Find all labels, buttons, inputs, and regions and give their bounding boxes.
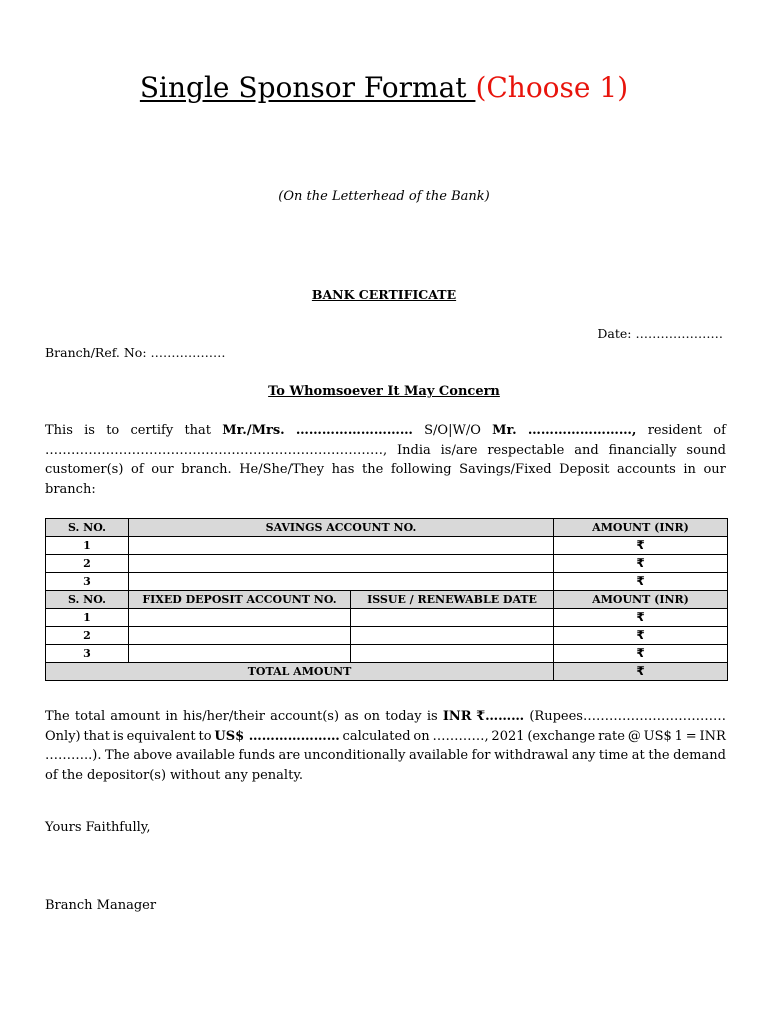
paragraph-word: Mr. <box>492 423 517 438</box>
paragraph-word: withdrawal <box>494 748 569 763</box>
title-choose-note: (Choose 1) <box>475 71 629 104</box>
paragraph-word: accounts <box>617 462 676 477</box>
fd-account-header: FIXED DEPOSIT ACCOUNT NO. <box>129 591 351 609</box>
table-row <box>46 645 728 663</box>
paragraph-word: and <box>574 442 599 458</box>
paragraph-word: US$ ………………… <box>214 728 340 744</box>
amount-cell: ₹ <box>554 645 728 663</box>
savings-sno-header: S. NO. <box>46 519 129 537</box>
intro-line <box>45 460 726 480</box>
fd-header-row <box>46 591 728 609</box>
paragraph-word: @ <box>627 728 641 744</box>
amount-cell: ₹ <box>554 573 728 591</box>
accounts-table <box>45 518 728 681</box>
fd-amount-header: AMOUNT (INR) <box>554 591 728 609</box>
branch-ref-line: Branch/Ref. No: ……………… <box>45 345 226 360</box>
paragraph-word: The <box>105 748 130 763</box>
account-cell <box>129 573 554 591</box>
paragraph-word: of <box>713 423 726 438</box>
fd-sno-header: S. NO. <box>46 591 129 609</box>
paragraph-word: our <box>151 462 174 477</box>
account-cell <box>129 645 351 663</box>
paragraph-word: to <box>198 728 212 744</box>
paragraph-word: is <box>112 728 124 744</box>
total-amount-cell: ₹ <box>554 663 728 681</box>
paragraph-word: rate <box>598 728 625 744</box>
paragraph-word: He/She/They <box>239 462 325 477</box>
table-row <box>46 555 728 573</box>
paragraph-word: 1 <box>674 728 683 744</box>
paragraph-word: are <box>278 748 301 763</box>
sno-cell: 1 <box>46 609 129 627</box>
paragraph-word: The <box>45 709 70 724</box>
savings-account-header: SAVINGS ACCOUNT NO. <box>129 519 554 537</box>
paragraph-word: has <box>331 462 355 477</box>
paragraph-word: unconditionally <box>303 748 406 763</box>
paragraph-word: at <box>631 748 645 763</box>
amount-cell: ₹ <box>554 537 728 555</box>
paragraph-word: (Rupees…………………………… <box>529 709 726 724</box>
paragraph-word: is <box>426 709 438 724</box>
table-row <box>46 537 728 555</box>
total-label: TOTAL AMOUNT <box>46 663 554 681</box>
paragraph-word: 2021 <box>491 728 525 744</box>
paragraph-word: resident <box>647 423 703 438</box>
paragraph-word: time <box>598 748 629 763</box>
summary-line <box>45 746 726 766</box>
paragraph-word: in <box>683 462 696 477</box>
paragraph-word: any <box>224 767 248 783</box>
paragraph-word: calculated <box>342 728 411 744</box>
paragraph-word: This <box>45 423 73 438</box>
paragraph-word: total <box>74 709 106 724</box>
paragraph-word: Savings/Fixed <box>459 462 552 477</box>
paragraph-word: financially <box>608 442 677 458</box>
sno-cell: 1 <box>46 537 129 555</box>
paragraph-word: = <box>685 728 697 744</box>
date-line: Date: ………………… <box>597 326 723 341</box>
paragraph-word: US$ <box>643 728 672 744</box>
paragraph-word: penalty. <box>251 767 304 783</box>
paragraph-word: funds <box>238 748 275 763</box>
paragraph-word: …………, <box>432 728 489 744</box>
account-cell <box>129 609 351 627</box>
concern-heading: To Whomsoever It May Concern <box>268 384 500 399</box>
paragraph-word: his/her/their <box>183 709 265 724</box>
intro-line <box>45 480 726 500</box>
paragraph-word: branch. <box>181 462 232 477</box>
paragraph-word: following <box>390 462 452 477</box>
paragraph-word: depositor(s) <box>86 767 167 783</box>
intro-line <box>45 441 726 461</box>
date-cell <box>351 627 554 645</box>
title-main: Single Sponsor Format <box>139 71 476 104</box>
paragraph-word: in <box>165 709 178 724</box>
savings-header-row <box>46 519 728 537</box>
paragraph-word: Only) <box>45 728 81 744</box>
paragraph-word: (exchange <box>527 728 596 744</box>
paragraph-word: that <box>184 423 212 438</box>
paragraph-word: ………..). <box>45 748 102 763</box>
summary-paragraph <box>45 707 726 785</box>
account-cell <box>129 627 351 645</box>
certificate-heading: BANK CERTIFICATE <box>311 287 457 302</box>
paragraph-word: ……………………… <box>295 423 413 438</box>
sno-cell: 3 <box>46 645 129 663</box>
paragraph-word: respectable <box>487 442 565 458</box>
paragraph-word: branch: <box>45 481 96 497</box>
paragraph-word: that <box>83 728 111 744</box>
fd-date-header: ISSUE / RENEWABLE DATE <box>351 591 554 609</box>
paragraph-word: available <box>175 748 235 763</box>
paragraph-word: ……………………………………………………………………, <box>45 442 388 458</box>
paragraph-word: customer(s) <box>45 462 124 477</box>
paragraph-word: S/O|W/O <box>424 423 481 438</box>
paragraph-word: our <box>703 462 726 477</box>
paragraph-word: ……………………, <box>527 423 637 438</box>
paragraph-word: sound <box>686 442 726 458</box>
summary-line <box>45 766 726 786</box>
summary-line <box>45 727 726 747</box>
paragraph-word: without <box>170 767 221 783</box>
paragraph-word: any <box>571 748 596 763</box>
sno-cell: 2 <box>46 627 129 645</box>
paragraph-word: Deposit <box>559 462 610 477</box>
paragraph-word: account(s) <box>270 709 340 724</box>
intro-paragraph <box>45 421 726 499</box>
paragraph-word: to <box>106 423 120 438</box>
paragraph-word: above <box>133 748 173 763</box>
account-cell <box>129 537 554 555</box>
paragraph-word: is <box>84 423 95 438</box>
table-row <box>46 609 728 627</box>
sno-cell: 3 <box>46 573 129 591</box>
paragraph-word: the <box>61 767 83 783</box>
paragraph-word: amount <box>110 709 161 724</box>
paragraph-word: the <box>361 462 384 477</box>
paragraph-word: on <box>363 709 381 724</box>
document-title <box>0 68 768 108</box>
paragraph-word: today <box>385 709 422 724</box>
account-cell <box>129 555 554 573</box>
paragraph-word: India <box>397 442 431 458</box>
paragraph-word: INR ₹……… <box>442 709 525 724</box>
savings-amount-header: AMOUNT (INR) <box>554 519 728 537</box>
paragraph-word: equivalent <box>126 728 196 744</box>
paragraph-word: on <box>413 728 430 744</box>
paragraph-word: as <box>344 709 359 724</box>
paragraph-word: certify <box>130 423 174 438</box>
paragraph-word: of <box>45 767 58 783</box>
paragraph-word: demand <box>673 748 726 763</box>
closing-salutation: Yours Faithfully, <box>45 820 151 835</box>
signatory-title: Branch Manager <box>45 898 157 913</box>
amount-cell: ₹ <box>554 627 728 645</box>
paragraph-word: the <box>648 748 670 763</box>
paragraph-word: of <box>131 462 144 477</box>
table-row <box>46 573 728 591</box>
table-row <box>46 627 728 645</box>
amount-cell: ₹ <box>554 555 728 573</box>
total-row <box>46 663 728 681</box>
amount-cell: ₹ <box>554 609 728 627</box>
date-cell <box>351 645 554 663</box>
intro-line <box>45 421 726 441</box>
paragraph-word: for <box>471 748 491 763</box>
date-cell <box>351 609 554 627</box>
paragraph-word: INR <box>699 728 726 744</box>
paragraph-word: is/are <box>440 442 478 458</box>
paragraph-word: available <box>409 748 469 763</box>
summary-line <box>45 707 726 727</box>
sno-cell: 2 <box>46 555 129 573</box>
paragraph-word: Mr./Mrs. <box>222 423 285 438</box>
letterhead-note: (On the Letterhead of the Bank) <box>278 189 490 204</box>
